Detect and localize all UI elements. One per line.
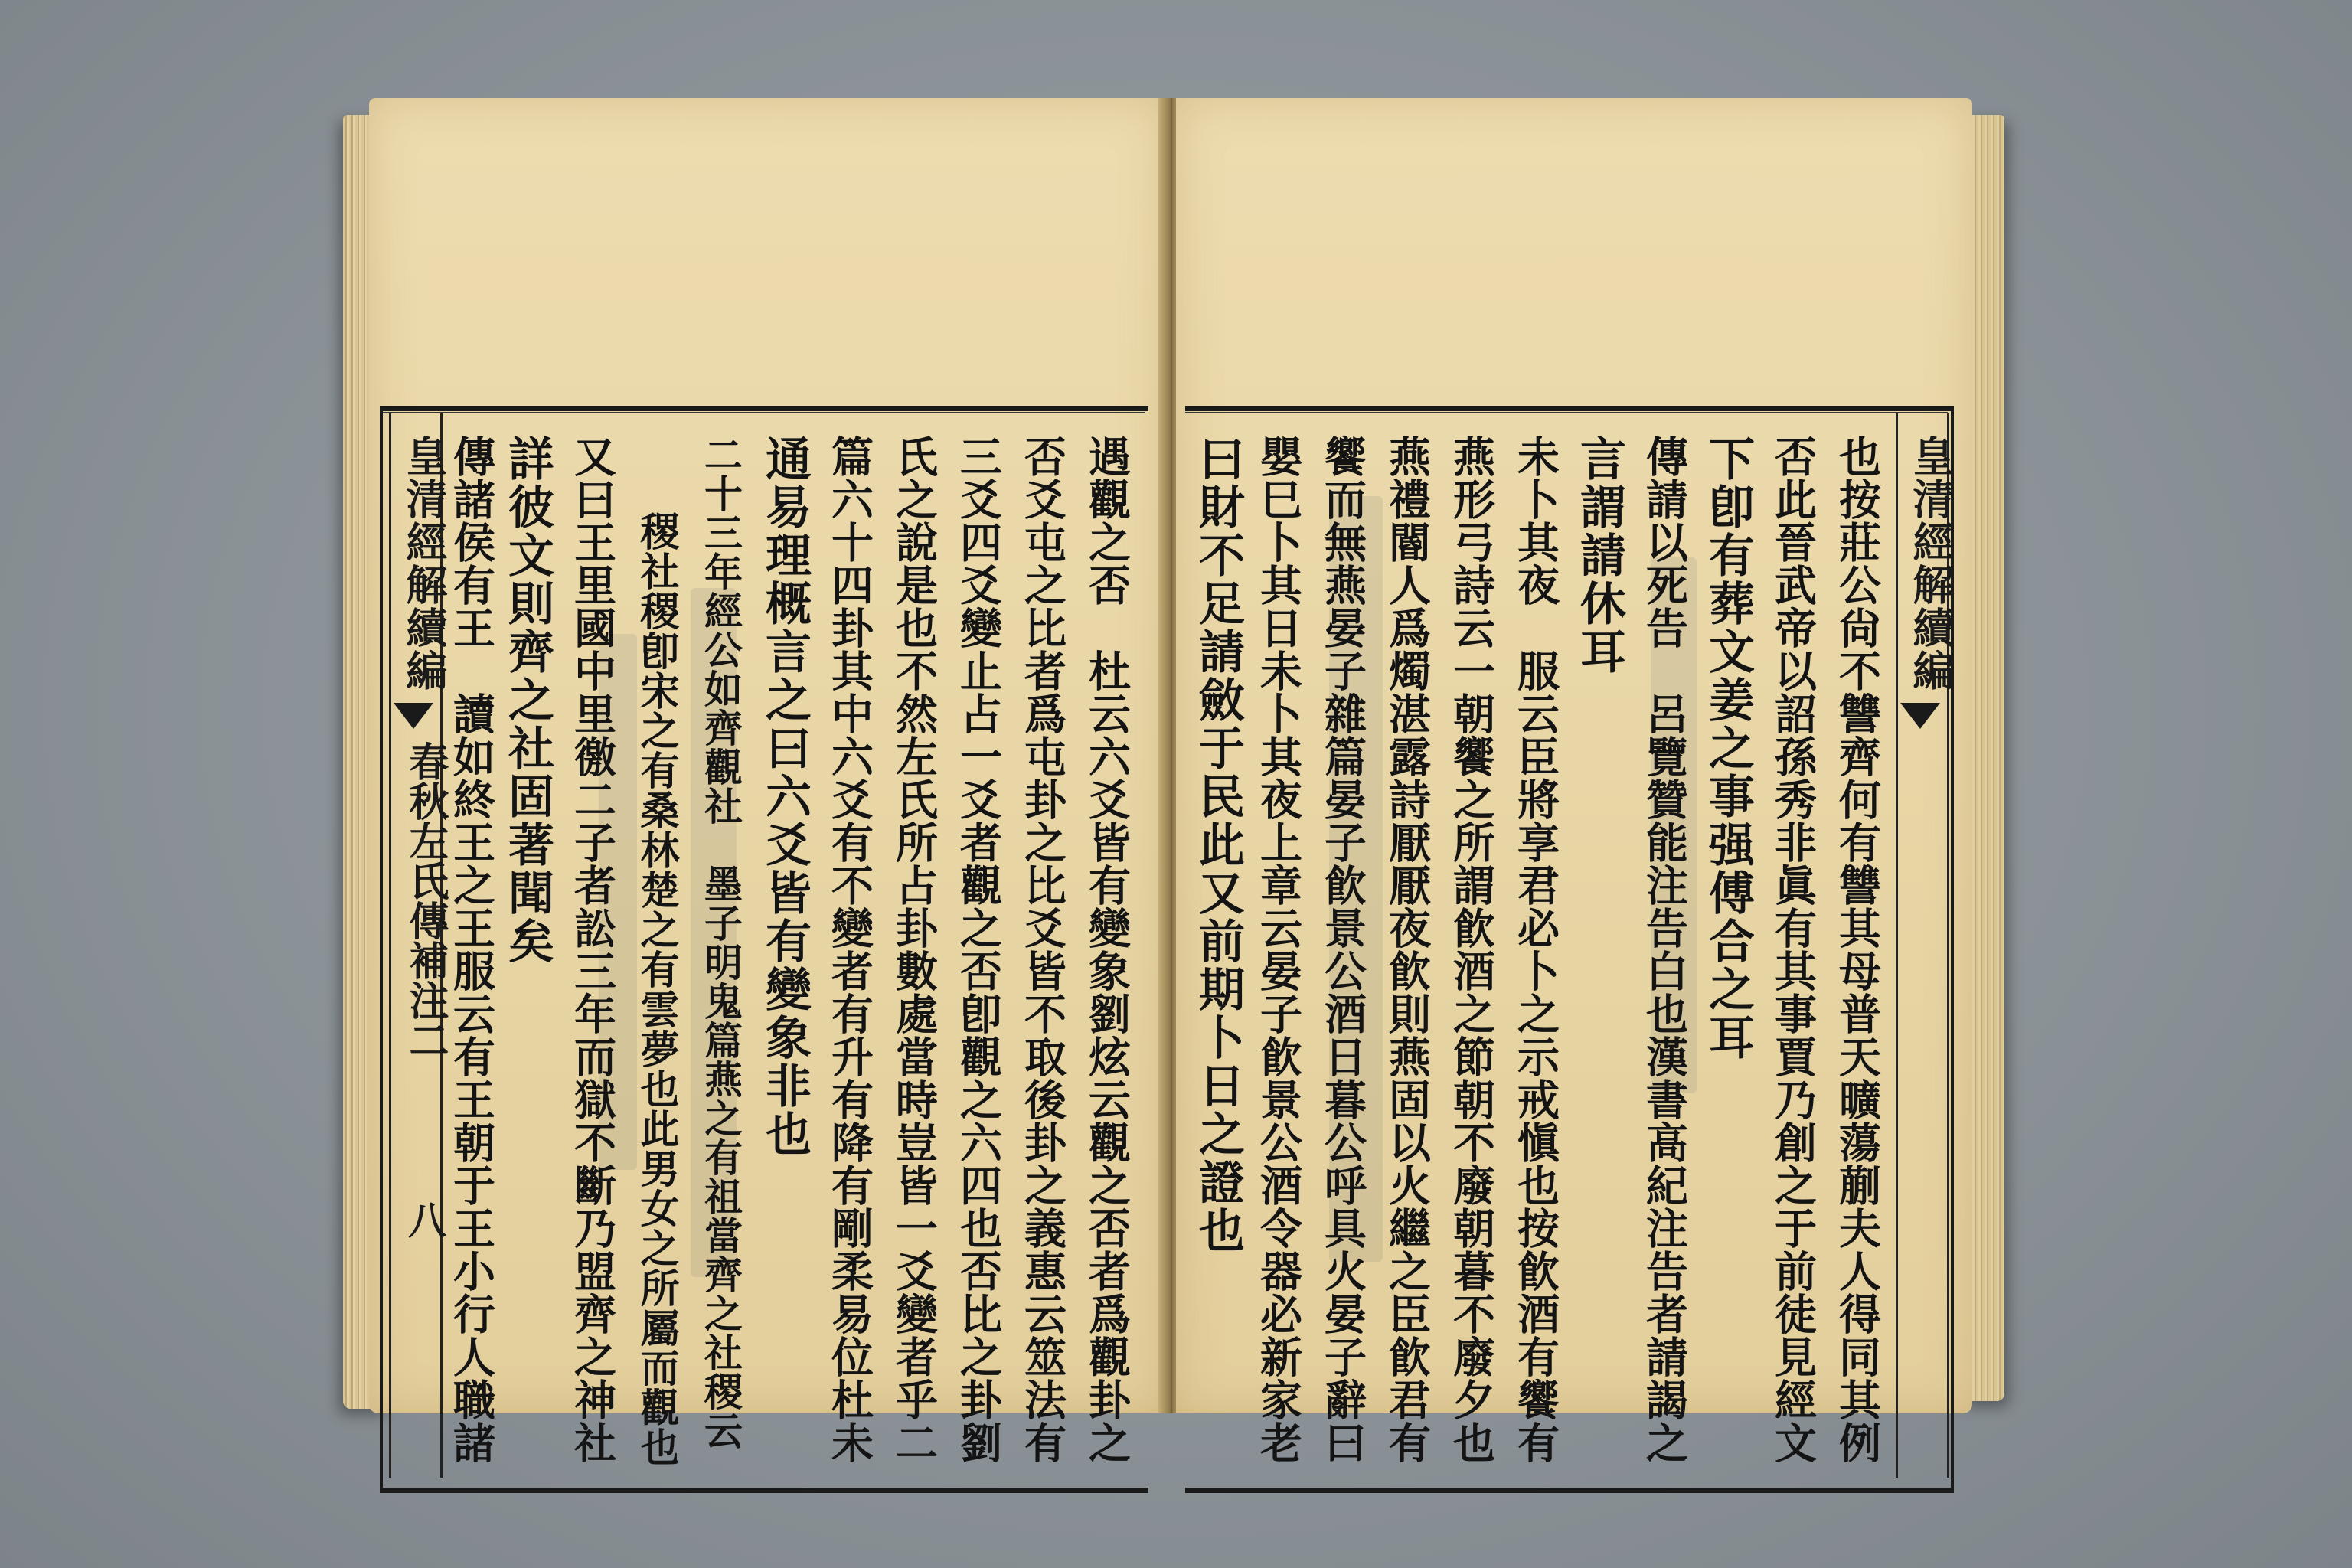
fish-tail-mark	[394, 703, 433, 729]
text-column: 二十三年經公如齊觀社 墨子明鬼篇燕之有祖當齊之社稷云	[698, 435, 743, 1450]
text-column: 饗而無燕晏子雜篇晏子飮景公酒日暮公呼具火晏子辭曰	[1318, 435, 1367, 1464]
text-column: 燕形弓詩云一朝饗之所謂飮酒之節朝不廢朝暮不廢夕也	[1446, 435, 1496, 1464]
text-column: 三爻四爻變止占一爻者觀之否卽觀之六四也否比之卦劉	[953, 435, 1003, 1464]
left-page	[369, 98, 1165, 1467]
left-strip-subtitle: 春秋左氏傳補注二	[402, 741, 449, 1060]
text-column: 篇六十四卦其中六爻有不變者有升有降有剛柔易位杜未	[825, 435, 874, 1464]
text-column: 稷社稷卽宋之有桑林楚之有雲夢也此男女之所屬而觀也	[633, 511, 679, 1467]
text-column: 也按莊公尙不讐齊何有讐其母普天曠蕩蒯夫人得同其例	[1832, 435, 1882, 1464]
text-column: 氏之說是也不然左氏所占卦數處當時豈皆一爻變者乎二	[889, 435, 939, 1464]
left-strip-title: 皇清經解續編	[400, 435, 449, 692]
text-column: 言謂請休耳	[1573, 435, 1626, 676]
text-column: 通易理概言之曰六爻皆有變象非也	[758, 435, 812, 1158]
left-frame-inner-line	[383, 412, 1145, 420]
left-strip-page-number: 八	[402, 1200, 447, 1239]
text-column: 否爻屯之比者爲屯卦之比爻皆不取後卦之義惠云筮法有	[1018, 435, 1067, 1464]
text-column: 又曰王里國中里徼二子者訟三年而獄不斷乃盟齊之神社	[567, 435, 617, 1464]
text-column: 燕禮閽人爲燭湛露詩厭厭夜飮則燕固以火繼之臣飮君有	[1382, 435, 1432, 1464]
text-column: 下卽有葬文姜之事强傅合之耳	[1701, 435, 1755, 1062]
text-column: 傳請以死告 呂覽贊能注告白也漢書高紀注告者請謁之	[1639, 435, 1689, 1464]
text-column: 嬰巳卜其日未卜其夜上章云晏子飮景公酒令器必新家老	[1253, 435, 1303, 1464]
text-column: 詳彼文則齊之社固著聞矣	[501, 435, 554, 965]
text-column: 未卜其夜 服云臣將享君必卜之示戒愼也按飮酒有饗有	[1511, 435, 1560, 1464]
text-column: 否此晉武帝以詔孫秀非眞有其事賈乃創之于前徒見經文	[1768, 435, 1818, 1464]
right-strip-title: 皇清經解續編	[1906, 435, 1955, 692]
text-column: 傳諸侯有王 讀如終王之王服云有王朝于王小行人職諸	[446, 435, 496, 1464]
right-frame-inner-line	[1185, 412, 1948, 420]
text-column: 遇觀之否 杜云六爻皆有變象劉炫云觀之否者爲觀卦之	[1082, 435, 1132, 1464]
fish-tail-mark	[1900, 703, 1940, 729]
text-column: 曰財不足請斂于民此又前期卜日之證也	[1191, 435, 1245, 1255]
right-page	[1176, 98, 1972, 1464]
